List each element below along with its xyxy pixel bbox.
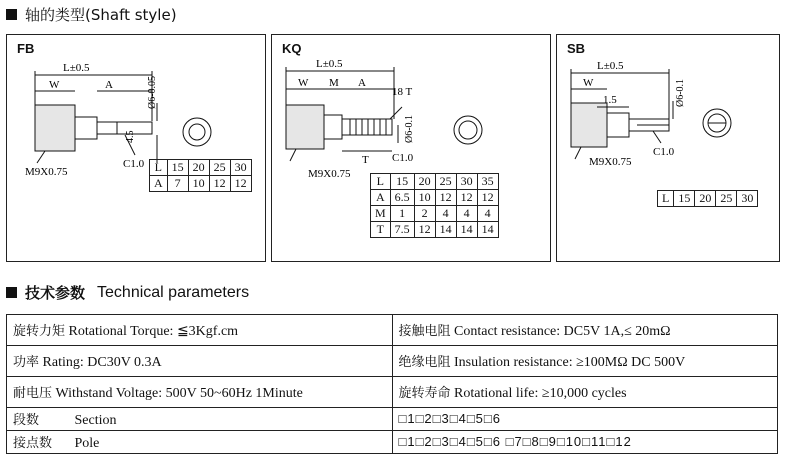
- kq-end-view-inner: [459, 121, 477, 139]
- kq-dim-c: C1.0: [392, 152, 414, 164]
- kq-cell: 35: [477, 174, 498, 190]
- life-cell: [392, 377, 778, 408]
- contact-value: DC5V 1A,≤ 20mΩ: [563, 324, 671, 339]
- fb-cell: 30: [230, 160, 251, 176]
- params-row: [7, 315, 778, 346]
- fb-cell: 12: [209, 176, 230, 192]
- kq-dim-T: T: [362, 154, 369, 166]
- fb-dim-d: Ø6-0.05: [147, 75, 158, 109]
- fb-drawing: [7, 35, 265, 261]
- fb-dim-h: 4.5: [125, 130, 136, 143]
- contact-cell: [392, 315, 778, 346]
- voltage-value: 500V 50~60Hz 1Minute: [165, 386, 303, 401]
- fb-collar: [75, 117, 97, 139]
- kq-cell: 2: [414, 206, 435, 222]
- fb-panel: [6, 34, 266, 262]
- fb-dim-A: A: [105, 79, 113, 91]
- sb-dim-table: [657, 190, 758, 207]
- fb-dim-m: M9X0.75: [25, 166, 68, 178]
- torque-cell: [7, 315, 393, 346]
- shaft-style-header: [6, 4, 177, 25]
- section-label-cn: 段数: [13, 413, 40, 428]
- sb-dim-L: L±0.5: [597, 60, 624, 72]
- contact-label-en: Contact resistance:: [454, 324, 561, 339]
- sb-dim-m: M9X0.75: [589, 156, 632, 168]
- life-label-cn: 旋转寿命: [398, 386, 451, 401]
- fb-cell: A: [150, 176, 168, 192]
- kq-cell: M: [371, 206, 391, 222]
- kq-dim-M: M: [329, 77, 339, 89]
- sb-cell: 15: [674, 191, 695, 207]
- kq-cell: L: [371, 174, 391, 190]
- kq-cell: 4: [435, 206, 456, 222]
- fb-row-A: [150, 176, 252, 192]
- sb-dim-W: W: [583, 77, 594, 89]
- fb-dim-c: C1.0: [123, 158, 145, 170]
- sb-cell: 20: [695, 191, 716, 207]
- pole-label-cell: [7, 431, 393, 454]
- tech-params-title-cn: 技术参数: [25, 284, 86, 302]
- kq-bushing: [286, 105, 324, 149]
- sb-label: SB: [567, 41, 586, 56]
- contact-label-cn: 接触电阻: [398, 324, 451, 339]
- fb-end-view-inner: [189, 124, 205, 140]
- insulation-label-cn: 绝缘电阻: [398, 355, 451, 370]
- voltage-label-en: Withstand Voltage:: [55, 386, 163, 401]
- fb-cell: 7: [167, 176, 188, 192]
- rating-label-en: Rating:: [42, 355, 84, 370]
- fb-cell: 12: [230, 176, 251, 192]
- kq-cell: 25: [435, 174, 456, 190]
- params-row: [7, 408, 778, 431]
- pole-checkboxes[interactable]: □1□2□3□4□5□6 □7□8□9□10□11□12: [398, 433, 632, 449]
- kq-dim-W: W: [298, 77, 309, 89]
- sb-cell: 25: [716, 191, 737, 207]
- tech-params-header: [6, 282, 249, 303]
- kq-cell: 1: [390, 206, 414, 222]
- insulation-label-en: Insulation resistance:: [454, 355, 573, 370]
- fb-cell: 25: [209, 160, 230, 176]
- tech-params-table: [6, 314, 778, 454]
- fb-row-L: [150, 160, 252, 176]
- fb-cell: 10: [188, 176, 209, 192]
- sb-dim-c: C1.0: [653, 146, 675, 158]
- sb-collar: [607, 113, 629, 137]
- life-value: ≥10,000 cycles: [541, 386, 627, 401]
- section-label-en: Section: [74, 413, 117, 428]
- fb-cell: L: [150, 160, 168, 176]
- sb-dim-d: Ø6-0.1: [675, 78, 686, 107]
- rating-cell: [7, 346, 393, 377]
- insulation-value: ≥100MΩ DC 500V: [576, 355, 686, 370]
- params-row: [7, 346, 778, 377]
- kq-cell: 4: [456, 206, 477, 222]
- kq-cell: 15: [390, 174, 414, 190]
- sb-drawing: [557, 35, 779, 261]
- pole-value-cell: [392, 431, 778, 454]
- kq-panel: [271, 34, 551, 262]
- params-row: [7, 377, 778, 408]
- kq-cell: 7.5: [390, 222, 414, 238]
- sb-panel: [556, 34, 780, 262]
- section-label-cell: [7, 408, 393, 431]
- kq-cell: 20: [414, 174, 435, 190]
- kq-knurl: [350, 119, 386, 135]
- pole-label-en: Pole: [74, 436, 100, 451]
- pole-label-cn: 接点数: [13, 436, 53, 451]
- fb-bushing: [35, 105, 75, 151]
- tech-params-title-en: Technical parameters: [97, 283, 250, 301]
- square-bullet-icon: [6, 9, 17, 20]
- kq-dim-teeth: 18 T: [392, 86, 413, 98]
- fb-dim-W: W: [49, 79, 60, 91]
- kq-cell: 30: [456, 174, 477, 190]
- kq-cell: 14: [456, 222, 477, 238]
- kq-cell: 12: [435, 190, 456, 206]
- insulation-cell: [392, 346, 778, 377]
- fb-cell: 20: [188, 160, 209, 176]
- params-row: [7, 431, 778, 454]
- section-value-cell: [392, 408, 778, 431]
- kq-dim-A: A: [358, 77, 366, 89]
- fb-dim-L: L±0.5: [63, 62, 90, 74]
- kq-collar: [324, 115, 342, 139]
- kq-cell: T: [371, 222, 391, 238]
- kq-dim-d: Ø6-0.1: [404, 114, 415, 143]
- sb-cell: L: [658, 191, 674, 207]
- kq-dim-table: [370, 173, 499, 238]
- sb-bushing: [571, 103, 607, 147]
- kq-end-view-outer: [454, 116, 482, 144]
- square-bullet-icon: [6, 287, 17, 298]
- rating-label-cn: 功率: [13, 355, 40, 370]
- voltage-cell: [7, 377, 393, 408]
- fb-dim-table: [149, 159, 252, 192]
- shaft-style-title: 轴的类型(Shaft style): [25, 6, 177, 24]
- sb-cell: 30: [737, 191, 758, 207]
- torque-label-cn: 旋转力矩: [13, 324, 66, 339]
- sb-dim-s: 1.5: [603, 94, 617, 106]
- fb-end-view-outer: [183, 118, 211, 146]
- kq-cell: 6.5: [390, 190, 414, 206]
- kq-cell: 14: [477, 222, 498, 238]
- kq-cell: 4: [477, 206, 498, 222]
- kq-cell: 12: [477, 190, 498, 206]
- kq-label: KQ: [282, 41, 302, 56]
- kq-cell: 12: [414, 222, 435, 238]
- kq-dim-L: L±0.5: [316, 58, 343, 70]
- torque-value: ≦3Kgf.cm: [176, 324, 239, 339]
- torque-label-en: Rotational Torque:: [68, 324, 174, 339]
- fb-label: FB: [17, 41, 35, 56]
- life-label-en: Rotational life:: [454, 386, 539, 401]
- kq-cell: 14: [435, 222, 456, 238]
- voltage-label-cn: 耐电压: [13, 386, 53, 401]
- kq-cell: 12: [456, 190, 477, 206]
- rating-value: DC30V 0.3A: [87, 355, 162, 370]
- fb-cell: 15: [167, 160, 188, 176]
- kq-dim-m: M9X0.75: [308, 168, 351, 180]
- kq-cell: 10: [414, 190, 435, 206]
- kq-cell: A: [371, 190, 391, 206]
- section-checkboxes[interactable]: □1□2□3□4□5□6: [398, 410, 501, 426]
